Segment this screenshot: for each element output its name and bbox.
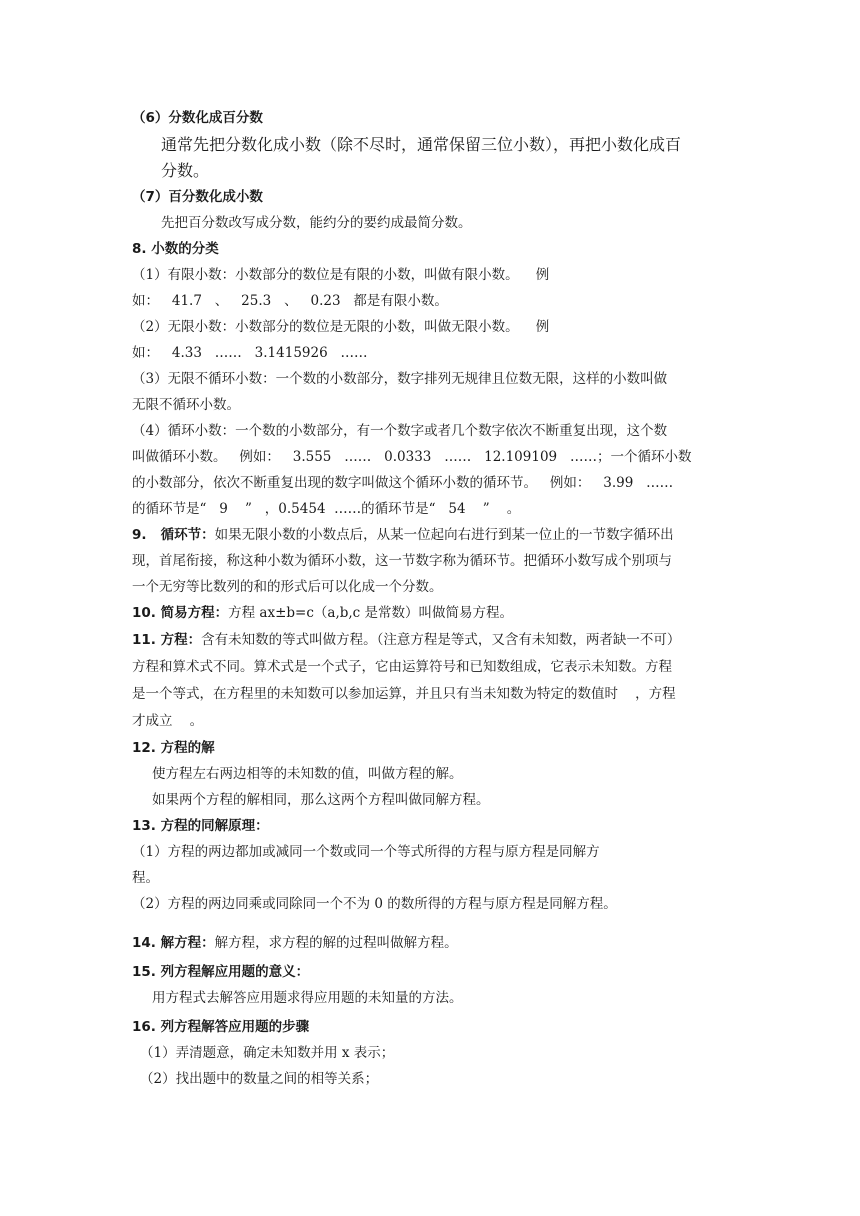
s10-line-1 — [132, 607, 513, 621]
s8-p4-line-4: 的循环节是“ 9 ” ，0.5454 ……的循环节是“ 54 ” 。 — [132, 501, 521, 517]
s12-line-1: 使方程左右两边相等的未知数的值，叫做方程的解。 — [152, 766, 463, 782]
heading-9: 9. 循环节： — [132, 527, 215, 543]
s9-line-2: 现，首尾衔接，称这种小数为循环小数，这一节数字称为循环节。把循环小数写成个别项与 — [132, 553, 672, 569]
s13-p2-line-1: （2）方程的两边同乘或同除同一个不为 0 的数所得的方程与原方程是同解方程。 — [132, 896, 617, 912]
heading-7: （7）百分数化成小数 — [132, 189, 263, 205]
heading-15: 15. 列方程解应用题的意义： — [132, 964, 310, 980]
s14-line-1 — [132, 937, 458, 951]
heading-16: 16. 列方程解答应用题的步骤 — [132, 1019, 310, 1035]
s8-p3-line-1: （3）无限不循环小数：一个数的小数部分，数字排列无规律且位数无限，这样的小数叫做 — [132, 371, 668, 387]
s9-line-1 — [132, 529, 674, 543]
s6-line-2: 分数。 — [161, 161, 210, 180]
s13-p1-line-2: 程。 — [132, 870, 159, 886]
s15-line-1: 用方程式去解答应用题求得应用题的未知量的方法。 — [152, 990, 463, 1006]
heading-11: 11. 方程： — [132, 632, 202, 648]
s16-line-1: （1）弄清题意，确定未知数并用 x 表示； — [140, 1045, 395, 1061]
s9-line-3: 一个无穷等比数列的和的形式后可以化成一个分数。 — [132, 579, 443, 595]
heading-14: 14. 解方程： — [132, 935, 215, 951]
heading-12: 12. 方程的解 — [132, 740, 215, 756]
s8-p2-line-2: 如： 4.33 …… 3.1415926 …… — [132, 345, 368, 361]
s13-p1-line-1: （1）方程的两边都加或减同一个数或同一个等式所得的方程与原方程是同解方 — [132, 844, 600, 860]
heading-10: 10. 简易方程： — [132, 605, 229, 621]
s14-text-1: 解方程，求方程的解的过程叫做解方程。 — [214, 935, 458, 951]
s6-line-1: 通常先把分数化成小数（除不尽时，通常保留三位小数），再把小数化成百 — [161, 135, 682, 154]
s8-p4-line-2: 叫做循环小数。 例如： 3.555 …… 0.0333 …… 12.109109 ……；一个循环小数 — [132, 449, 692, 465]
s7-line-1: 先把百分数改写成分数，能约分的要约成最简分数。 — [161, 215, 472, 231]
s12-line-2: 如果两个方程的解相同，那么这两个方程叫做同解方程。 — [152, 792, 490, 808]
s11-line-4: 才成立 。 — [132, 713, 204, 729]
s11-line-2: 方程和算术式不同。算术式是一个式子，它由运算符号和已知数组成，它表示未知数。方程 — [132, 659, 672, 675]
heading-6: （6）分数化成百分数 — [132, 110, 263, 126]
s8-p4-line-1: （4）循环小数：一个数的小数部分，有一个数字或者几个数字依次不断重复出现，这个数 — [132, 423, 668, 439]
s8-p2-line-1: （2）无限小数：小数部分的数位是无限的小数，叫做无限小数。 例 — [132, 319, 550, 335]
s11-line-1 — [132, 634, 680, 648]
s16-line-2: （2）找出题中的数量之间的相等关系； — [140, 1071, 379, 1087]
s8-p1-line-1: （1）有限小数：小数部分的数位是有限的小数，叫做有限小数。 例 — [132, 267, 550, 283]
s8-p4-line-3: 的小数部分，依次不断重复出现的数字叫做这个循环小数的循环节。 例如： 3.99 …… — [132, 475, 674, 491]
heading-8: 8. 小数的分类 — [132, 241, 219, 257]
s11-line-3: 是一个等式，在方程里的未知数可以参加运算，并且只有当未知数为特定的数值时 ，方程 — [132, 686, 676, 702]
s8-p1-line-2: 如： 41.7 、 25.3 、 0.23 都是有限小数。 — [132, 293, 448, 309]
s11-text-1: 含有未知数的等式叫做方程。（注意方程是等式，又含有未知数，两者缺一不可） — [201, 632, 681, 648]
s10-text-1: 方程 ax±b=c（a,b,c 是常数）叫做简易方程。 — [228, 605, 514, 621]
s9-text-1: 如果无限小数的小数点后，从某一位起向右进行到某一位止的一节数字循环出 — [214, 527, 674, 543]
heading-13: 13. 方程的同解原理： — [132, 818, 269, 834]
s8-p3-line-2: 无限不循环小数。 — [132, 397, 240, 413]
